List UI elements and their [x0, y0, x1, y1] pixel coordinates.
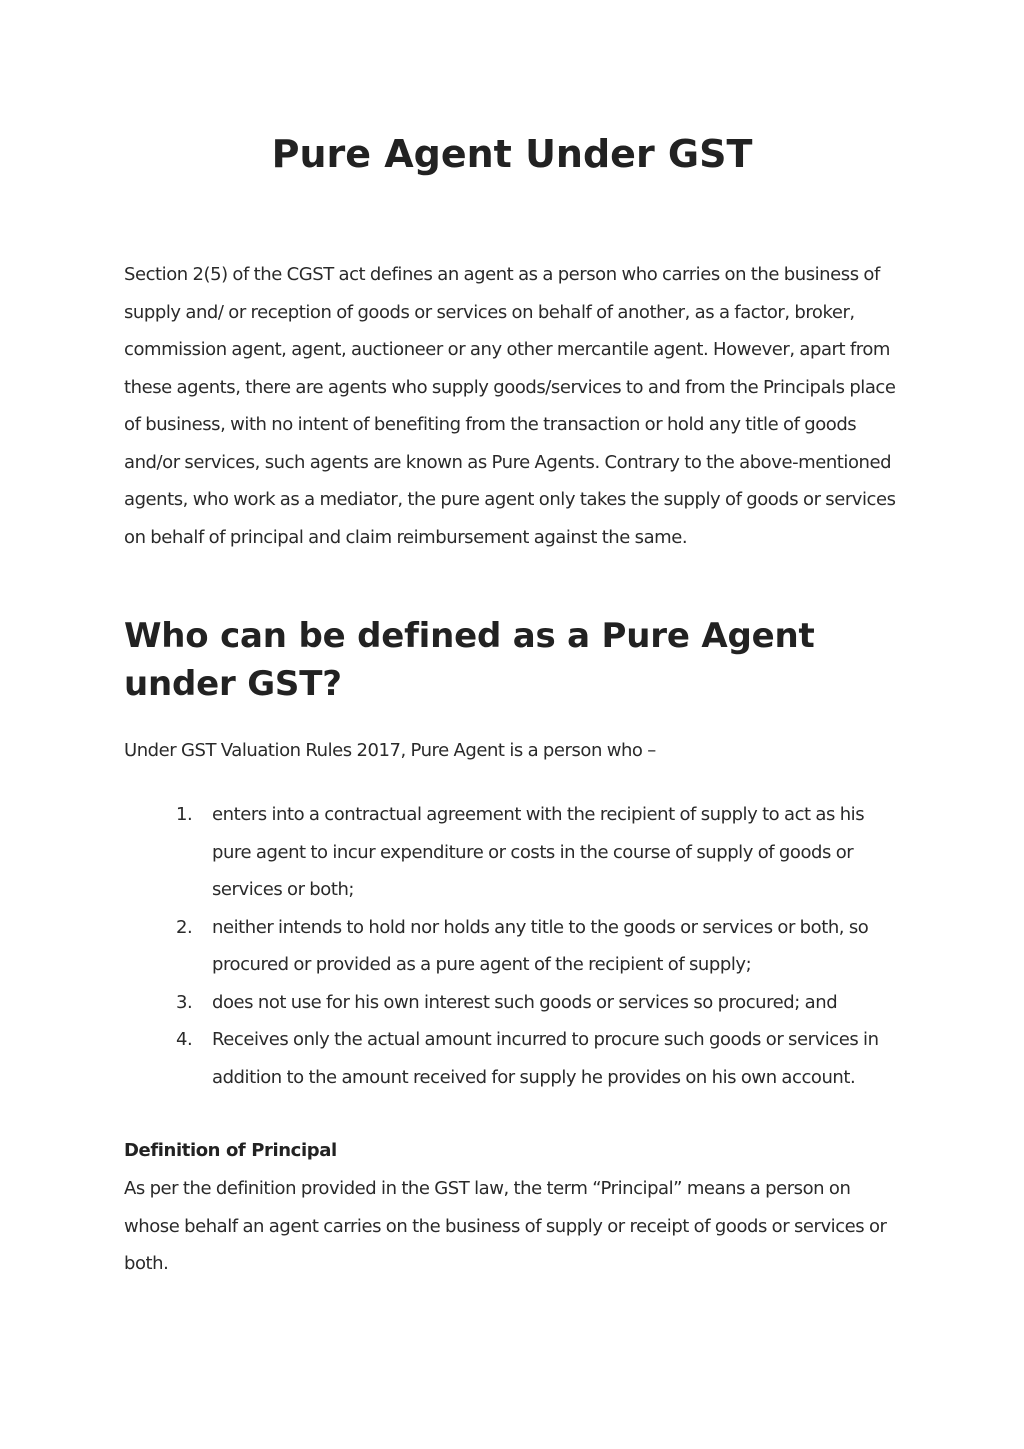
principal-heading: Definition of Principal: [124, 1140, 337, 1161]
list-item-number: 2.: [176, 916, 193, 938]
principal-definition: As per the definition provided in the GST law, the term “Principal” means a person on whose behalf an agent carries on the business of supply or receipt of goods or services or both.: [124, 1178, 887, 1274]
section-heading: Who can be defined as a Pure Agent under GST?: [124, 616, 815, 704]
list-item: [124, 1021, 904, 1096]
pure-agent-criteria-list: [124, 796, 904, 1096]
list-item: [124, 984, 904, 1022]
list-item-number: 4.: [176, 1029, 193, 1050]
list-item-text: neither intends to hold nor holds any title to the goods or services or both, so procured or provided as a pure agent of the recipient of supply;: [212, 916, 869, 975]
list-item-text: enters into a contractual agreement with the recipient of supply to act as his pure agent to incur expenditure or costs in the course of supply of goods or services or both;: [212, 804, 865, 900]
intro-paragraph: Section 2(5) of the CGST act defines an agent as a person who carries on the business of supply and/ or reception of goods or services on behalf of another, as a factor, broker, commission agent, agent, auctioneer or any other mercantile agent. However, apart from these agents, there are agents who supply goods/services to and from the Principals place of business, with no intent of benefiting from the transaction or hold any title of goods and/or services, such agents are known as Pure Agents. Contrary to the above-mentioned agents, who work as a mediator, the pure agent only takes the supply of goods or services on behalf of principal and claim reimbursement against the same.: [124, 264, 896, 548]
list-item: [124, 909, 904, 984]
document-title: Pure Agent Under GST: [271, 132, 753, 176]
list-item-text: Receives only the actual amount incurred to procure such goods or services in addition to the amount received for supply he provides on his own account.: [212, 1029, 879, 1088]
list-item: [124, 796, 904, 909]
section-lead: Under GST Valuation Rules 2017, Pure Agent is a person who –: [124, 740, 656, 761]
list-item-number: 1.: [176, 804, 193, 825]
list-item-text: does not use for his own interest such goods or services so procured; and: [212, 991, 838, 1013]
list-item-number: 3.: [176, 991, 193, 1013]
